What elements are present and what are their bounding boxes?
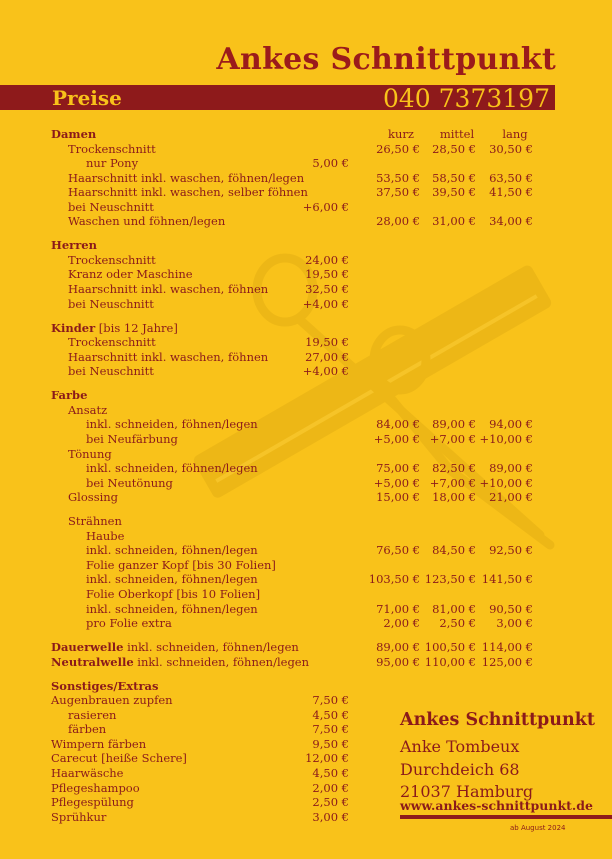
row-label-main: färben xyxy=(68,722,107,737)
price-row-label xyxy=(51,795,134,809)
price-cell: 28,50 € xyxy=(432,141,476,156)
row-label-main: bei Neutönung xyxy=(86,475,173,490)
price-row-label xyxy=(68,253,156,267)
price-row-label xyxy=(86,432,178,446)
price-cell: 94,00 € xyxy=(489,417,533,432)
price-cell: +5,00 € xyxy=(373,475,420,490)
price-cell-single: 7,50 € xyxy=(312,722,349,737)
price-cell: 34,00 € xyxy=(489,214,533,229)
price-cell: 71,00 € xyxy=(376,601,420,616)
column-header-0: kurz xyxy=(388,127,414,141)
price-cell: +10,00 € xyxy=(479,431,533,446)
row-label-main: Waschen und föhnen/legen xyxy=(68,214,226,229)
price-row-label xyxy=(51,693,173,707)
row-label-main: Pflegeshampoo xyxy=(51,780,140,795)
price-row-label xyxy=(86,616,172,630)
price-cell: 103,50 € xyxy=(368,572,420,587)
row-label-main: Glossing xyxy=(68,490,119,505)
valid-from-note: ab August 2024 xyxy=(510,824,566,832)
row-label-main: Haarschnitt inkl. waschen, föhnen/legen xyxy=(68,170,305,185)
price-row-label xyxy=(68,142,156,156)
row-label-main: rasieren xyxy=(68,707,117,722)
price-cell-single: 2,00 € xyxy=(312,780,349,795)
price-cell: 84,50 € xyxy=(432,543,476,558)
row-label-main: Augenbrauen zupfen xyxy=(51,693,173,708)
price-cell: 26,50 € xyxy=(376,141,420,156)
row-label-main: Carecut [heiße Schere] xyxy=(51,751,187,766)
row-label-main: Pflegespülung xyxy=(51,795,134,810)
price-row-label xyxy=(51,810,106,824)
row-label-main: inkl. schneiden, föhnen/legen xyxy=(86,543,258,558)
price-cell-single: 2,50 € xyxy=(312,795,349,810)
price-cell: 110,00 € xyxy=(424,654,476,669)
row-label-main: nur Pony xyxy=(86,156,139,171)
price-row-label xyxy=(51,737,146,751)
row-label-main: Strähnen xyxy=(68,514,122,529)
price-cell-single: +6,00 € xyxy=(302,199,349,214)
price-row-label xyxy=(86,587,260,601)
row-label-suffix: inkl. schneiden, föhnen/legen xyxy=(133,654,310,669)
price-row-label xyxy=(51,766,124,780)
row-label-main: Folie Oberkopf [bis 10 Folien] xyxy=(86,586,261,601)
row-label-main: Sonstiges/Extras xyxy=(51,678,159,693)
price-cell-single: 4,50 € xyxy=(312,766,349,780)
price-row-label xyxy=(68,267,193,281)
price-cell-single: 12,00 € xyxy=(305,751,349,766)
price-cell: 37,50 € xyxy=(376,185,420,200)
price-row-label xyxy=(51,388,87,402)
price-cell-single: 24,00 € xyxy=(305,252,349,267)
price-cell: +7,00 € xyxy=(429,431,476,446)
price-row-label xyxy=(68,364,154,378)
price-cell: 89,00 € xyxy=(489,461,533,476)
price-row-label xyxy=(51,238,97,252)
row-label-main: Trockenschnitt xyxy=(68,141,156,156)
price-cell-single: 4,50 € xyxy=(312,707,349,722)
price-row-label xyxy=(68,282,268,296)
price-cell: 123,50 € xyxy=(424,572,476,587)
price-cell-single: 32,50 € xyxy=(305,282,349,296)
price-cell: 81,00 € xyxy=(432,601,476,616)
price-cell: 21,00 € xyxy=(489,490,533,505)
price-row-label xyxy=(86,417,258,431)
price-cell-single: 27,00 € xyxy=(305,349,349,364)
row-label-main: Haarwäsche xyxy=(51,766,124,780)
website-link[interactable]: www.ankes-schnittpunkt.de xyxy=(400,798,593,813)
price-row-label xyxy=(51,640,299,654)
row-label-main: Tönung xyxy=(68,446,112,461)
row-label-main: Herren xyxy=(51,238,97,253)
price-row-label xyxy=(68,708,116,722)
price-row-label xyxy=(51,781,140,795)
price-cell: 141,50 € xyxy=(481,572,533,587)
row-label-main: Damen xyxy=(51,127,97,141)
price-cell: 75,00 € xyxy=(376,461,420,476)
price-cell-single: +4,00 € xyxy=(302,296,349,311)
price-cell: 89,00 € xyxy=(432,417,476,432)
price-row-label xyxy=(51,751,187,765)
price-row-label xyxy=(86,602,258,616)
price-cell: +5,00 € xyxy=(373,431,420,446)
row-label-main: Folie ganzer Kopf [bis 30 Folien] xyxy=(86,557,276,572)
row-label-main: Haube xyxy=(86,528,125,543)
price-row-label xyxy=(68,335,156,349)
price-cell: 125,00 € xyxy=(481,654,533,669)
price-cell: 92,50 € xyxy=(489,543,533,558)
price-row-label xyxy=(68,514,122,528)
price-cell: 15,00 € xyxy=(376,490,420,505)
row-label-main: Trockenschnitt xyxy=(68,252,156,267)
row-label-main: Neutralwelle xyxy=(51,654,134,669)
price-cell-single: 9,50 € xyxy=(312,736,349,751)
price-cell: +10,00 € xyxy=(479,475,533,490)
price-cell-single: 7,50 € xyxy=(312,693,349,708)
price-cell: 30,50 € xyxy=(489,141,533,156)
address-city: 21037 Hamburg xyxy=(400,782,534,801)
price-cell: 41,50 € xyxy=(489,185,533,200)
price-cell: 114,00 € xyxy=(481,640,533,655)
price-row-label xyxy=(86,572,258,586)
column-header-2: lang xyxy=(502,127,528,141)
row-label-main: Dauerwelle xyxy=(51,640,124,655)
price-row-label xyxy=(68,447,112,461)
price-row-label xyxy=(68,297,154,311)
price-cell: 84,00 € xyxy=(376,417,420,432)
price-row-label xyxy=(86,558,276,572)
price-row-label xyxy=(68,350,268,364)
row-label-main: inkl. schneiden, föhnen/legen xyxy=(86,461,258,476)
price-row-label xyxy=(51,655,309,669)
column-header-1: mittel xyxy=(439,127,475,141)
price-row-label xyxy=(86,543,258,557)
row-label-main: Kranz oder Maschine xyxy=(68,267,193,282)
price-cell-single: 19,50 € xyxy=(305,267,349,282)
price-cell: +7,00 € xyxy=(429,475,476,490)
price-cell: 31,00 € xyxy=(432,214,476,229)
price-cell: 90,50 € xyxy=(489,601,533,616)
price-cell: 28,00 € xyxy=(376,214,420,229)
price-cell: 89,00 € xyxy=(376,640,420,655)
price-row-label xyxy=(86,476,173,490)
row-label-main: Sprühkur xyxy=(51,809,107,824)
price-cell: 82,50 € xyxy=(432,461,476,476)
price-row-label xyxy=(68,722,106,736)
row-label-main: bei Neuschnitt xyxy=(68,296,154,311)
price-cell-single: 5,00 € xyxy=(312,156,349,171)
price-cell: 63,50 € xyxy=(489,170,533,185)
price-row-label xyxy=(86,156,138,170)
section-label: Preise xyxy=(52,86,122,110)
price-row-label xyxy=(68,185,308,199)
price-row-label xyxy=(51,679,158,693)
address-street: Durchdeich 68 xyxy=(400,760,520,779)
price-row-label xyxy=(68,403,107,417)
price-row-label xyxy=(68,171,304,185)
phone-number: 040 7373197 xyxy=(382,84,550,113)
price-cell: 18,00 € xyxy=(432,490,476,505)
price-cell: 58,50 € xyxy=(432,170,476,185)
row-label-suffix: [bis 12 Jahre] xyxy=(95,320,178,335)
row-label-main: Ansatz xyxy=(68,402,108,417)
price-cell: 95,00 € xyxy=(376,654,420,669)
price-row-label xyxy=(68,214,225,228)
price-cell-single: 3,00 € xyxy=(312,809,349,824)
row-label-main: Trockenschnitt xyxy=(68,335,156,350)
footer-rule xyxy=(400,815,612,819)
row-label-main: bei Neuschnitt xyxy=(68,364,154,379)
row-label-main: Haarschnitt inkl. waschen, selber föhnen xyxy=(68,185,308,200)
address-salon-name: Ankes Schnittpunkt xyxy=(400,710,595,730)
row-label-main: Kinder xyxy=(51,320,96,335)
price-cell: 39,50 € xyxy=(432,185,476,200)
price-row-label xyxy=(86,461,258,475)
row-label-main: bei Neufärbung xyxy=(86,431,178,446)
price-row-label xyxy=(68,200,154,214)
price-cell: 2,50 € xyxy=(439,616,476,631)
price-cell: 100,50 € xyxy=(424,640,476,655)
row-label-suffix: inkl. schneiden, föhnen/legen xyxy=(123,640,299,655)
row-label-main: inkl. schneiden, föhnen/legen xyxy=(86,417,258,432)
price-row-label xyxy=(68,490,118,504)
price-cell-single: 19,50 € xyxy=(305,335,349,350)
row-label-main: bei Neuschnitt xyxy=(68,199,154,214)
price-cell: 2,00 € xyxy=(383,616,420,631)
row-label-main: Wimpern färben xyxy=(51,736,147,751)
row-label-main: pro Folie extra xyxy=(86,616,172,631)
price-cell: 3,00 € xyxy=(496,616,533,631)
price-cell: 53,50 € xyxy=(376,170,420,185)
row-label-main: inkl. schneiden, föhnen/legen xyxy=(86,572,258,587)
page-title: Ankes Schnittpunkt xyxy=(216,42,556,77)
row-label-main: Haarschnitt inkl. waschen, föhnen xyxy=(68,282,269,296)
price-row-label xyxy=(51,321,178,335)
row-label-main: Haarschnitt inkl. waschen, föhnen xyxy=(68,349,269,364)
price-cell-single: +4,00 € xyxy=(302,364,349,379)
price-cell: 76,50 € xyxy=(376,543,420,558)
row-label-main: Farbe xyxy=(51,388,88,403)
price-row-label xyxy=(86,529,124,543)
address-owner: Anke Tombeux xyxy=(400,737,520,756)
row-label-main: inkl. schneiden, föhnen/legen xyxy=(86,601,258,616)
price-row-label xyxy=(51,127,96,141)
